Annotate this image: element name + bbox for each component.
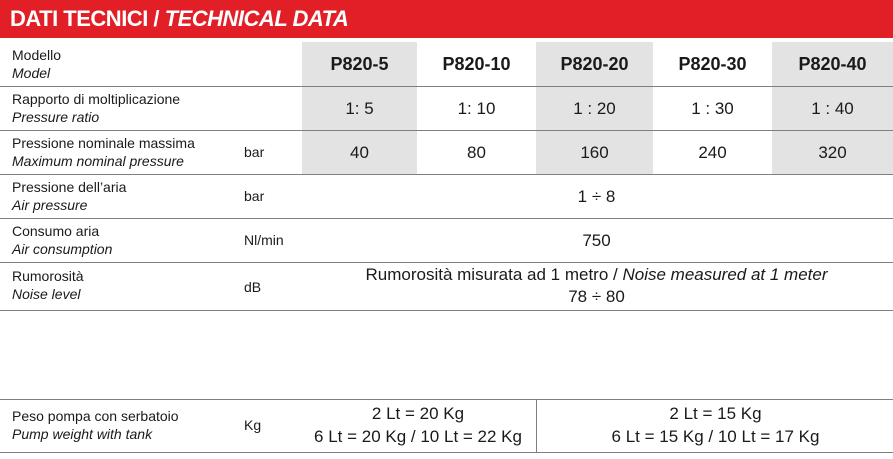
noise-note: [300, 264, 893, 286]
weight-right: [538, 402, 893, 448]
label-en: Noise level: [12, 286, 81, 302]
air-pressure-value: 1 ÷ 8: [577, 187, 616, 206]
table-row-ratio: [0, 87, 893, 131]
ratio-cell: 1 : 40: [772, 87, 893, 130]
unit-label: Nl/min: [244, 232, 284, 248]
weight-divider: [536, 400, 537, 452]
weight-left: [302, 402, 534, 448]
banner-title-en: TECHNICAL DATA: [164, 6, 349, 31]
air-consumption-value: 750: [582, 231, 611, 250]
label-it: Rapporto di moltiplicazione: [12, 91, 181, 107]
label-en: Air pressure: [12, 197, 88, 213]
ratio-cell: 1 : 30: [691, 99, 734, 118]
label-it: Rumorosità: [12, 268, 84, 284]
table-row-air-pressure: [0, 175, 893, 219]
label-it: Consumo aria: [12, 223, 100, 239]
pressure-cell: 40: [302, 131, 417, 174]
pressure-cell: 320: [772, 131, 893, 174]
model-cell: P820-40: [772, 42, 893, 86]
model-cell: P820-20: [536, 42, 653, 86]
noise-value: 78 ÷ 80: [568, 287, 625, 306]
ratio-cell: 1 : 20: [536, 87, 653, 130]
pressure-cell: 240: [698, 143, 727, 162]
unit-label: dB: [244, 279, 262, 295]
label-it: Pressione dell’aria: [12, 179, 127, 195]
label-en: Maximum nominal pressure: [12, 153, 184, 169]
noise-note-en: Noise measured at 1 meter: [622, 265, 828, 284]
pressure-cell: 80: [467, 143, 486, 162]
label-it: Peso pompa con serbatoio: [12, 408, 179, 424]
table-row-pressure: [0, 131, 893, 175]
ratio-cell: 1: 10: [457, 99, 496, 118]
section-banner: [0, 0, 893, 38]
label-en: Pressure ratio: [12, 109, 100, 125]
noise-note-it: Rumorosità misurata ad 1 metro /: [365, 265, 623, 284]
ratio-cell: 1: 5: [302, 87, 417, 130]
label-it: Modello: [12, 47, 62, 63]
table-row-model: [0, 42, 893, 87]
weight-left-line: 2 Lt = 20 Kg: [371, 404, 465, 423]
label-en: Pump weight with tank: [12, 426, 153, 442]
table-row-air-consumption: [0, 219, 893, 263]
unit-label: Kg: [244, 417, 262, 433]
unit-label: bar: [244, 188, 265, 204]
label-en: Air consumption: [12, 241, 113, 257]
label-it: Pressione nominale massima: [12, 135, 195, 151]
table-row-noise: [0, 263, 893, 311]
table-row-weight: [0, 400, 893, 453]
banner-title-it: DATI TECNICI /: [10, 6, 165, 31]
weight-right-line: 2 Lt = 15 Kg: [669, 404, 762, 423]
weight-right-line: 6 Lt = 15 Kg / 10 Lt = 17 Kg: [611, 427, 820, 446]
unit-label: bar: [244, 144, 265, 160]
weight-left-line: 6 Lt = 20 Kg / 10 Lt = 22 Kg: [314, 427, 522, 446]
model-cell: P820-5: [302, 42, 417, 86]
model-cell: P820-10: [442, 54, 511, 74]
label-en: Model: [12, 65, 51, 81]
pressure-cell: 160: [536, 131, 653, 174]
model-cell: P820-30: [678, 54, 747, 74]
